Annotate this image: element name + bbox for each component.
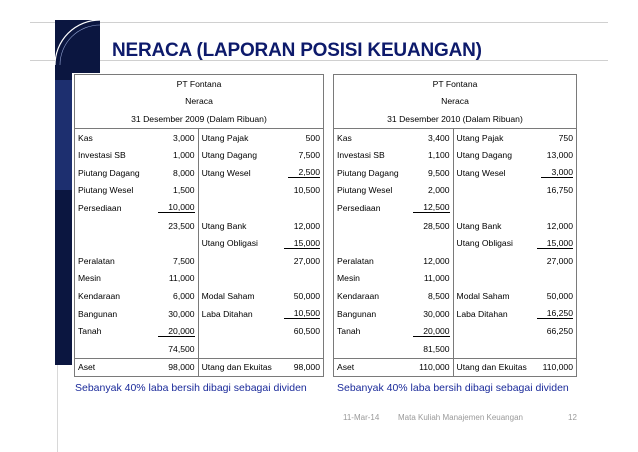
- table-row: [75, 234, 324, 252]
- liability-value: [276, 270, 324, 288]
- total-liability-equity-label: Utang dan Ekuitas: [453, 358, 531, 377]
- asset-value-text: 12,500: [413, 202, 449, 213]
- asset-label: Persediaan: [75, 199, 156, 217]
- table-row: [75, 128, 324, 146]
- asset-label: [75, 340, 156, 358]
- asset-value: [155, 322, 198, 340]
- liability-value-text: 3,000: [541, 167, 573, 178]
- footer-date: 11-Mar-14: [343, 413, 380, 422]
- total-row: [334, 358, 577, 377]
- liability-value: 12,000: [531, 217, 577, 235]
- asset-label: Kendaraan: [75, 287, 156, 305]
- liability-label: [198, 252, 276, 270]
- liability-value: [276, 164, 324, 182]
- asset-label: Bangunan: [334, 305, 411, 323]
- asset-value: 3,400: [410, 128, 453, 146]
- company-name: PT Fontana: [75, 75, 324, 93]
- asset-value-text: 20,000: [413, 326, 449, 337]
- liability-label: Utang Obligasi: [453, 234, 531, 252]
- asset-value: [410, 322, 453, 340]
- equity-subtotal: 66,250: [531, 322, 577, 340]
- liability-value: 13,000: [531, 146, 577, 164]
- equity-label: Modal Saham: [453, 287, 531, 305]
- equity-label: Laba Ditahan: [453, 305, 531, 323]
- total-asset-value: 110,000: [410, 358, 453, 377]
- asset-label: Piutang Dagang: [334, 164, 411, 182]
- asset-value: 1,100: [410, 146, 453, 164]
- asset-value: 2,000: [410, 182, 453, 200]
- table-row: [334, 199, 577, 217]
- statement-date: 31 Desember 2010 (Dalam Ribuan): [334, 110, 577, 128]
- page-title: NERACA (LAPORAN POSISI KEUANGAN): [112, 40, 482, 61]
- liability-label: Utang Pajak: [453, 128, 531, 146]
- balance-sheet-2010: [333, 74, 577, 377]
- liability-value: 7,500: [276, 146, 324, 164]
- asset-label: [334, 217, 411, 235]
- liability-label: Utang Bank: [453, 217, 531, 235]
- liability-value-text: 15,000: [284, 238, 320, 249]
- liability-value-text: 15,000: [537, 238, 573, 249]
- equity-label: [453, 340, 531, 358]
- liability-label: [198, 270, 276, 288]
- asset-label: Mesin: [75, 270, 156, 288]
- liability-label: Utang Bank: [198, 217, 276, 235]
- asset-label: Tanah: [75, 322, 156, 340]
- table-row: [334, 217, 577, 235]
- asset-value: 11,000: [155, 270, 198, 288]
- asset-label: [75, 217, 156, 235]
- table-row: [334, 182, 577, 200]
- asset-value: [410, 234, 453, 252]
- table-row: [334, 322, 577, 340]
- asset-label: Persediaan: [334, 199, 411, 217]
- equity-value: [531, 340, 577, 358]
- asset-value: [410, 199, 453, 217]
- equity-label: Modal Saham: [198, 287, 276, 305]
- equity-label: [453, 322, 531, 340]
- asset-value: 7,500: [155, 252, 198, 270]
- liability-value: [276, 234, 324, 252]
- table-row: [75, 146, 324, 164]
- balance-sheet-2009: [74, 74, 324, 377]
- equity-value: [531, 305, 577, 323]
- asset-value: 8,000: [155, 164, 198, 182]
- footer-page-number: 12: [568, 413, 577, 422]
- table-row: [75, 252, 324, 270]
- asset-label: Piutang Dagang: [75, 164, 156, 182]
- table-row: [334, 252, 577, 270]
- asset-label: [334, 340, 411, 358]
- top-rule: [30, 22, 608, 23]
- total-asset-label: Aset: [334, 358, 411, 377]
- asset-value: [155, 199, 198, 217]
- asset-value: 3,000: [155, 128, 198, 146]
- asset-label: [75, 234, 156, 252]
- asset-label: Tanah: [334, 322, 411, 340]
- liability-subtotal: 16,750: [531, 182, 577, 200]
- asset-value: 6,000: [155, 287, 198, 305]
- equity-value-text: 16,250: [537, 308, 573, 319]
- equity-label: [198, 322, 276, 340]
- total-row: [75, 358, 324, 377]
- asset-label: Piutang Wesel: [75, 182, 156, 200]
- table-row: [75, 270, 324, 288]
- table-row: [75, 305, 324, 323]
- liability-label: Utang Obligasi: [198, 234, 276, 252]
- current-asset-subtotal: 23,500: [155, 217, 198, 235]
- fixed-asset-subtotal: 81,500: [410, 340, 453, 358]
- asset-label: Peralatan: [75, 252, 156, 270]
- asset-label: Investasi SB: [334, 146, 411, 164]
- asset-label: Piutang Wesel: [334, 182, 411, 200]
- liability-label: Utang Wesel: [198, 164, 276, 182]
- asset-value-text: 10,000: [158, 202, 194, 213]
- table-row: [75, 287, 324, 305]
- decorative-bar-accent: [55, 80, 72, 190]
- liability-subtotal: 27,000: [276, 252, 324, 270]
- total-liability-equity-value: 98,000: [276, 358, 324, 377]
- asset-label: Peralatan: [334, 252, 411, 270]
- statement-date: 31 Desember 2009 (Dalam Ribuan): [75, 110, 324, 128]
- asset-value-text: 20,000: [158, 326, 194, 337]
- liability-value: 500: [276, 128, 324, 146]
- asset-label: Mesin: [334, 270, 411, 288]
- equity-value: 50,000: [531, 287, 577, 305]
- table-row: [334, 146, 577, 164]
- dividen-note-left: Sebanyak 40% laba bersih dibagi sebagai dividen: [75, 382, 307, 394]
- table-row: [75, 164, 324, 182]
- liability-value: [531, 234, 577, 252]
- table-row: [334, 164, 577, 182]
- liability-label: [453, 270, 531, 288]
- dividen-note-right: Sebanyak 40% laba bersih dibagi sebagai dividen: [337, 382, 569, 394]
- asset-value: 1,500: [155, 182, 198, 200]
- liability-label: [453, 252, 531, 270]
- liability-label: [453, 199, 531, 217]
- liability-label: Utang Wesel: [453, 164, 531, 182]
- asset-label: Investasi SB: [75, 146, 156, 164]
- liability-label: Utang Pajak: [198, 128, 276, 146]
- table-row: [334, 128, 577, 146]
- asset-label: Kendaraan: [334, 287, 411, 305]
- liability-value: [531, 270, 577, 288]
- asset-value: 9,500: [410, 164, 453, 182]
- statement-name: Neraca: [334, 93, 577, 111]
- liability-subtotal: 10,500: [276, 182, 324, 200]
- liability-value-text: 2,500: [288, 167, 320, 178]
- equity-label: [198, 340, 276, 358]
- asset-value: 8,500: [410, 287, 453, 305]
- equity-value-text: 10,500: [284, 308, 320, 319]
- asset-value: 11,000: [410, 270, 453, 288]
- current-asset-subtotal: 28,500: [410, 217, 453, 235]
- table-row: [75, 199, 324, 217]
- liability-value: [531, 164, 577, 182]
- asset-value: [155, 234, 198, 252]
- liability-subtotal: 27,000: [531, 252, 577, 270]
- table-row: [334, 234, 577, 252]
- equity-value: [276, 305, 324, 323]
- asset-label: Bangunan: [75, 305, 156, 323]
- asset-value: 30,000: [410, 305, 453, 323]
- liability-label: [198, 199, 276, 217]
- company-name: PT Fontana: [334, 75, 577, 93]
- table-row: [75, 322, 324, 340]
- liability-label: [198, 182, 276, 200]
- equity-value: 50,000: [276, 287, 324, 305]
- table-row: [334, 270, 577, 288]
- table-row: [75, 217, 324, 235]
- asset-label: Kas: [75, 128, 156, 146]
- equity-label: Laba Ditahan: [198, 305, 276, 323]
- total-liability-equity-value: 110,000: [531, 358, 577, 377]
- total-liability-equity-label: Utang dan Ekuitas: [198, 358, 276, 377]
- fixed-asset-subtotal: 74,500: [155, 340, 198, 358]
- total-asset-label: Aset: [75, 358, 156, 377]
- liability-value: 12,000: [276, 217, 324, 235]
- equity-subtotal: 60,500: [276, 322, 324, 340]
- table-row: [334, 305, 577, 323]
- table-row: [75, 182, 324, 200]
- asset-value: 12,000: [410, 252, 453, 270]
- total-asset-value: 98,000: [155, 358, 198, 377]
- equity-value: [276, 340, 324, 358]
- liability-value: [276, 199, 324, 217]
- decorative-corner-graphic: [55, 20, 100, 73]
- footer-course: Mata Kuliah Manajemen Keuangan: [398, 413, 523, 422]
- asset-value: 1,000: [155, 146, 198, 164]
- liability-label: Utang Dagang: [198, 146, 276, 164]
- table-row: [334, 340, 577, 358]
- asset-label: [334, 234, 411, 252]
- statement-name: Neraca: [75, 93, 324, 111]
- asset-value: 30,000: [155, 305, 198, 323]
- table-row: [75, 340, 324, 358]
- liability-label: [453, 182, 531, 200]
- table-row: [334, 287, 577, 305]
- liability-value: [531, 199, 577, 217]
- asset-label: Kas: [334, 128, 411, 146]
- liability-label: Utang Dagang: [453, 146, 531, 164]
- liability-value: 750: [531, 128, 577, 146]
